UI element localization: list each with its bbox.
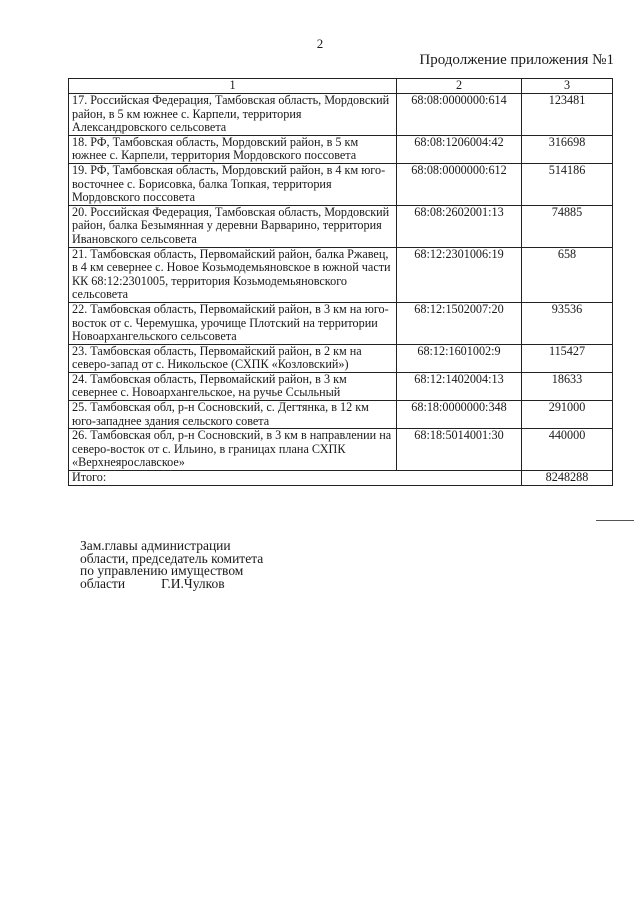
- table-row: [69, 205, 613, 247]
- signature-line: Зам.главы администрации: [80, 538, 231, 553]
- row-area: 18633: [522, 372, 613, 400]
- signatory-name: Г.И.Чулков: [161, 575, 225, 591]
- row-area: 440000: [522, 429, 613, 471]
- row-cadastral-number: 68:12:1502007:20: [397, 302, 522, 344]
- row-description: 25. Тамбовская обл, р-н Сосновский, с. Дегтянка, в 12 км юго-западнее здания сельского совета: [69, 401, 397, 429]
- row-area: 123481: [522, 94, 613, 136]
- row-description: 19. РФ, Тамбовская область, Мордовский район, в 4 км юго-восточнее с. Борисовка, балка Топкая, территория Мордовского поссовета: [69, 163, 397, 205]
- table-row: [69, 429, 613, 471]
- page-number: 2: [316, 36, 324, 51]
- row-cadastral-number: 68:18:5014001:30: [397, 429, 522, 471]
- row-cadastral-number: 68:12:2301006:19: [397, 247, 522, 302]
- signature-line: по управлению имуществом: [80, 563, 244, 578]
- row-cadastral-number: 68:12:1601002:9: [397, 344, 522, 372]
- signature-line: [80, 575, 263, 591]
- column-header: 3: [522, 79, 613, 94]
- row-cadastral-number: 68:18:0000000:348: [397, 401, 522, 429]
- total-label: Итого:: [69, 471, 522, 486]
- table-row: [69, 247, 613, 302]
- table-row: [69, 401, 613, 429]
- row-description: 22. Тамбовская область, Первомайский район, в 3 км на юго-восток от с. Черемушка, урочище Плотский на территории Новоархангельского сельсовета: [69, 302, 397, 344]
- row-area: 316698: [522, 135, 613, 163]
- column-header: 1: [69, 79, 397, 94]
- signature-block: [80, 540, 263, 590]
- row-area: 74885: [522, 205, 613, 247]
- signature-line: области, председатель комитета: [80, 550, 264, 566]
- row-cadastral-number: 68:12:1402004:13: [397, 372, 522, 400]
- row-cadastral-number: 68:08:0000000:614: [397, 94, 522, 136]
- signature-region: области: [80, 575, 126, 591]
- column-header: 2: [397, 79, 522, 94]
- table-row: [69, 302, 613, 344]
- table-row: [69, 344, 613, 372]
- table-row: [69, 372, 613, 400]
- scan-edge-mark: [596, 520, 634, 521]
- row-description: 23. Тамбовская область, Первомайский район, в 2 км на северо-запад от с. Никольское (СХПК «Козловский»): [69, 344, 397, 372]
- row-area: 115427: [522, 344, 613, 372]
- total-row: [69, 471, 613, 486]
- table-row: [69, 94, 613, 136]
- row-description: 21. Тамбовская область, Первомайский район, балка Ржавец, в 4 км севернее с. Новое Козьмодемьяновское в южной части КК 68:12:2301005, территория Козьмодемьяновского сельсовета: [69, 247, 397, 302]
- row-area: 514186: [522, 163, 613, 205]
- table-header-row: [69, 79, 613, 94]
- row-description: 17. Российская Федерация, Тамбовская область, Мордовский район, в 5 км южнее с. Карпели, территория Александровского сельсовета: [69, 94, 397, 136]
- row-cadastral-number: 68:08:1206004:42: [397, 135, 522, 163]
- row-area: 658: [522, 247, 613, 302]
- row-cadastral-number: 68:08:2602001:13: [397, 205, 522, 247]
- row-description: 20. Российская Федерация, Тамбовская область, Мордовский район, балка Безымянная у деревни Варварино, территория Ивановского сельсовета: [69, 205, 397, 247]
- continuation-header: Продолжение приложения №1: [419, 52, 614, 68]
- row-description: 18. РФ, Тамбовская область, Мордовский район, в 5 км южнее с. Карпели, территория Мордовского поссовета: [69, 135, 397, 163]
- row-area: 291000: [522, 401, 613, 429]
- row-description: 26. Тамбовская обл, р-н Сосновский, в 3 км в направлении на северо-восток от с. Ильино, в границах плана СХПК «Верхнеярославское»: [69, 429, 397, 471]
- row-area: 93536: [522, 302, 613, 344]
- total-value: 8248288: [522, 471, 613, 486]
- table-row: [69, 163, 613, 205]
- table-row: [69, 135, 613, 163]
- row-cadastral-number: 68:08:0000000:612: [397, 163, 522, 205]
- row-description: 24. Тамбовская область, Первомайский район, в 3 км севернее с. Новоархангельское, на ручье Ссыльный: [69, 372, 397, 400]
- land-plots-table: [68, 78, 613, 486]
